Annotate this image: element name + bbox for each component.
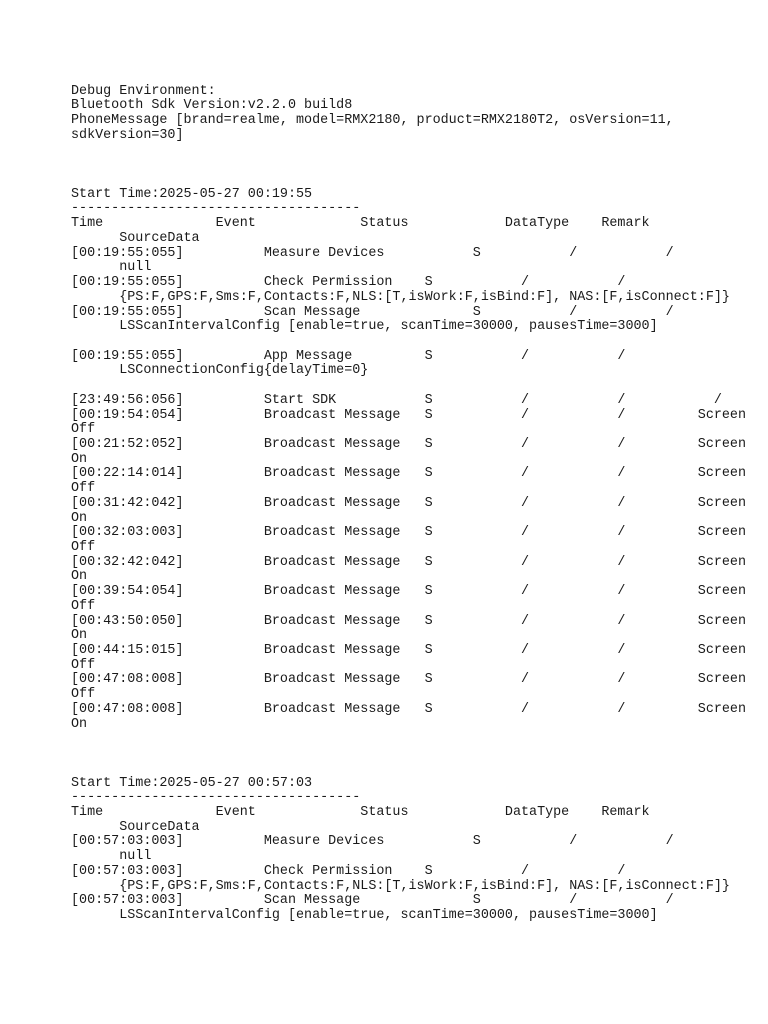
log-line: On [71,628,88,644]
log-line [71,747,761,762]
log-line: [00:19:55:055] Check Permission S / / [71,275,626,291]
log-line: [00:19:55:055] Scan Message S / / [71,304,674,320]
log-line: Time Event Status DataType Remark [71,804,650,820]
log-line [71,732,761,747]
log-line: On [71,510,88,526]
log-line: SourceData [71,819,200,835]
log-line: [00:21:52:052] Broadcast Message S / / Screen [71,436,746,452]
log-line: ------------------------------------ [71,790,361,806]
log-line: [00:57:03:003] Scan Message S / / [71,893,674,909]
log-line: Off [71,422,96,438]
log-line: PhoneMessage [brand=realme, model=RMX2180, product=RMX2180T2, osVersion=11, [71,113,674,129]
log-line [71,158,761,173]
log-line: [00:19:55:055] App Message S / / [71,348,626,364]
log-line: LSScanIntervalConfig [enable=true, scanTime=30000, pausesTime=3000] [71,907,658,923]
log-line: Off [71,687,96,703]
log-line: [00:57:03:003] Check Permission S / / [71,863,626,879]
log-line: ------------------------------------ [71,201,361,217]
log-line: SourceData [71,230,200,246]
log-line: null [71,260,152,276]
log-line: Debug Environment: [71,83,216,99]
log-line: [00:32:42:042] Broadcast Message S / / Screen [71,554,746,570]
log-line [71,762,761,777]
log-line [71,144,761,159]
log-line: On [71,716,88,732]
log-line: [00:31:42:042] Broadcast Message S / / Screen [71,495,746,511]
log-line: [00:43:50:050] Broadcast Message S / / Screen [71,613,746,629]
log-line: Time Event Status DataType Remark [71,216,650,232]
log-line: LSScanIntervalConfig [enable=true, scanTime=30000, pausesTime=3000] [71,319,658,335]
log-line [71,379,761,394]
log-line: [00:57:03:003] Measure Devices S / / [71,834,674,850]
log-line: On [71,569,88,585]
log-line: [00:32:03:003] Broadcast Message S / / Screen [71,525,746,541]
log-line: [00:22:14:014] Broadcast Message S / / Screen [71,466,746,482]
log-line [71,70,761,85]
log-line: Off [71,540,96,555]
log-line: [23:49:56:056] Start SDK S / / / [71,392,722,408]
log-line: [00:19:55:055] Measure Devices S / / [71,245,674,261]
log-line: sdkVersion=30] [71,127,184,143]
log-line: [00:47:08:008] Broadcast Message S / / Screen [71,672,746,688]
log-line: null [71,849,152,865]
log-line: Off [71,598,96,614]
log-line: [00:44:15:015] Broadcast Message S / / Screen [71,643,746,659]
log-line [71,173,761,188]
log-line: Bluetooth Sdk Version:v2.2.0 build8 [71,98,353,114]
log-line: Off [71,657,96,673]
log-line: Off [71,481,96,497]
debug-log-document [71,70,761,924]
log-line [71,335,761,350]
log-line: [00:19:54:054] Broadcast Message S / / Screen [71,407,746,423]
log-line: On [71,451,88,467]
log-line: LSConnectionConfig{delayTime=0} [71,363,369,379]
log-line: Start Time:2025-05-27 00:57:03 [71,775,313,791]
log-line: [00:39:54:054] Broadcast Message S / / Screen [71,584,746,600]
log-line: {PS:F,GPS:F,Sms:F,Contacts:F,NLS:[T,isWork:F,isBind:F], NAS:[F,isConnect:F]} [71,878,730,894]
log-line: [00:47:08:008] Broadcast Message S / / Screen [71,701,746,717]
log-line: {PS:F,GPS:F,Sms:F,Contacts:F,NLS:[T,isWork:F,isBind:F], NAS:[F,isConnect:F]} [71,289,730,305]
log-line: Start Time:2025-05-27 00:19:55 [71,186,313,202]
